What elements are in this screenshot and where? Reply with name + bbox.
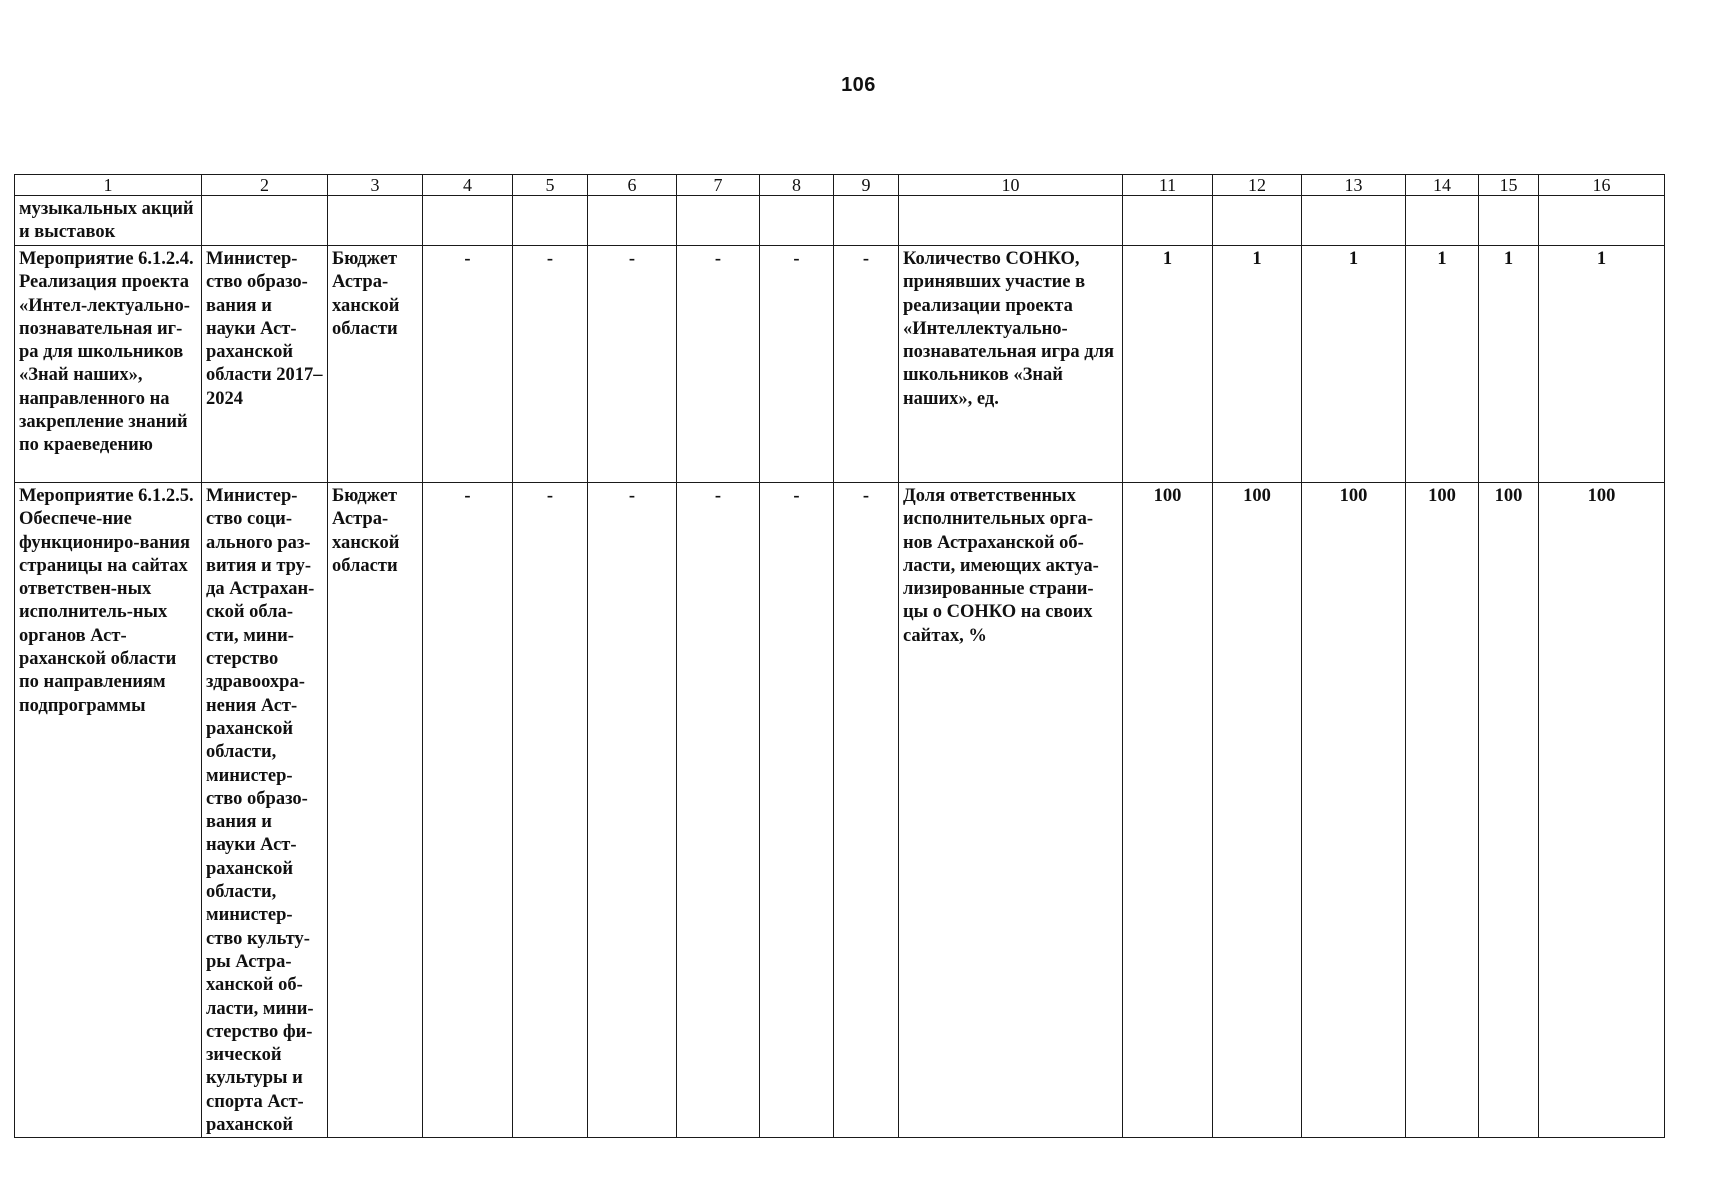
column-number: 10 [899, 175, 1123, 196]
indicator-cell: Количество СОНКО, принявших участие в реализации проекта «Интеллектуально-познавательная игра для школьников «Знай наших», ед. [899, 246, 1123, 483]
target-value-cell [1213, 196, 1302, 246]
column-number: 2 [202, 175, 328, 196]
executor-cell: Министер-ство соци-ального раз-вития и тру-да Астрахан-ской обла-сти, мини-стерство здравоохра-нения Аст-раханской области, министер-ство образо-вания и науки Аст-раханской области, министер-ство культу-ры Астра-ханской об-ласти, мини-стерство фи-зической культуры и спорта Аст-раханской [202, 483, 328, 1138]
column-number: 1 [15, 175, 202, 196]
event-name-cell: Мероприятие 6.1.2.5. Обеспече-ние функциониро-вания страницы на сайтах ответствен-ных исполнитель-ных органов Аст-раханской области по направлениям подпрограммы [15, 483, 202, 1138]
value-cell: - [677, 483, 760, 1138]
column-number: 11 [1123, 175, 1213, 196]
event-name-cell: музыкальных акций и выставок [15, 196, 202, 246]
funding-source-cell: Бюджет Астра-ханской области [328, 483, 423, 1138]
value-cell: - [760, 483, 834, 1138]
value-cell: - [588, 246, 677, 483]
target-value-cell: 100 [1406, 483, 1479, 1138]
value-cell: - [423, 246, 513, 483]
target-value-cell: 1 [1406, 246, 1479, 483]
column-number: 6 [588, 175, 677, 196]
target-value-cell: 100 [1539, 483, 1665, 1138]
column-number: 12 [1213, 175, 1302, 196]
column-number: 13 [1302, 175, 1406, 196]
column-number-row [15, 175, 1665, 196]
column-number: 8 [760, 175, 834, 196]
value-cell: - [677, 246, 760, 483]
value-cell [760, 196, 834, 246]
target-value-cell: 1 [1479, 246, 1539, 483]
page-number: 106 [841, 74, 876, 96]
table-row [15, 246, 1665, 483]
value-cell [513, 196, 588, 246]
value-cell [588, 196, 677, 246]
value-cell [423, 196, 513, 246]
column-number: 15 [1479, 175, 1539, 196]
funding-source-cell [328, 196, 423, 246]
target-value-cell: 100 [1123, 483, 1213, 1138]
value-cell [677, 196, 760, 246]
column-number: 5 [513, 175, 588, 196]
event-name-cell: Мероприятие 6.1.2.4. Реализация проекта «Интел-лектуально-познавательная иг-ра для школьников «Знай наших», направленного на закрепление знаний по краеведению [15, 246, 202, 483]
table-row [15, 483, 1665, 1138]
value-cell: - [834, 483, 899, 1138]
value-cell [834, 196, 899, 246]
target-value-cell: 100 [1213, 483, 1302, 1138]
target-value-cell: 1 [1539, 246, 1665, 483]
target-value-cell: 1 [1302, 246, 1406, 483]
value-cell: - [513, 483, 588, 1138]
target-value-cell [1479, 196, 1539, 246]
target-value-cell [1123, 196, 1213, 246]
target-value-cell [1539, 196, 1665, 246]
indicator-cell: Доля ответственных исполнительных орга-нов Астраханской об-ласти, имеющих актуа-лизированные страни-цы о СОНКО на своих сайтах, % [899, 483, 1123, 1138]
value-cell: - [760, 246, 834, 483]
target-value-cell [1302, 196, 1406, 246]
target-value-cell: 1 [1213, 246, 1302, 483]
column-number: 7 [677, 175, 760, 196]
value-cell: - [588, 483, 677, 1138]
indicator-cell [899, 196, 1123, 246]
target-value-cell [1406, 196, 1479, 246]
column-number: 16 [1539, 175, 1665, 196]
table-row [15, 196, 1665, 246]
funding-source-cell: Бюджет Астра-ханской области [328, 246, 423, 483]
column-number: 9 [834, 175, 899, 196]
executor-cell [202, 196, 328, 246]
value-cell: - [423, 483, 513, 1138]
target-value-cell: 100 [1479, 483, 1539, 1138]
value-cell: - [513, 246, 588, 483]
column-number: 3 [328, 175, 423, 196]
target-value-cell: 100 [1302, 483, 1406, 1138]
target-value-cell: 1 [1123, 246, 1213, 483]
program-table [14, 174, 1665, 1138]
executor-cell: Министер-ство образо-вания и науки Аст-раханской области 2017–2024 [202, 246, 328, 483]
column-number: 14 [1406, 175, 1479, 196]
value-cell: - [834, 246, 899, 483]
column-number: 4 [423, 175, 513, 196]
